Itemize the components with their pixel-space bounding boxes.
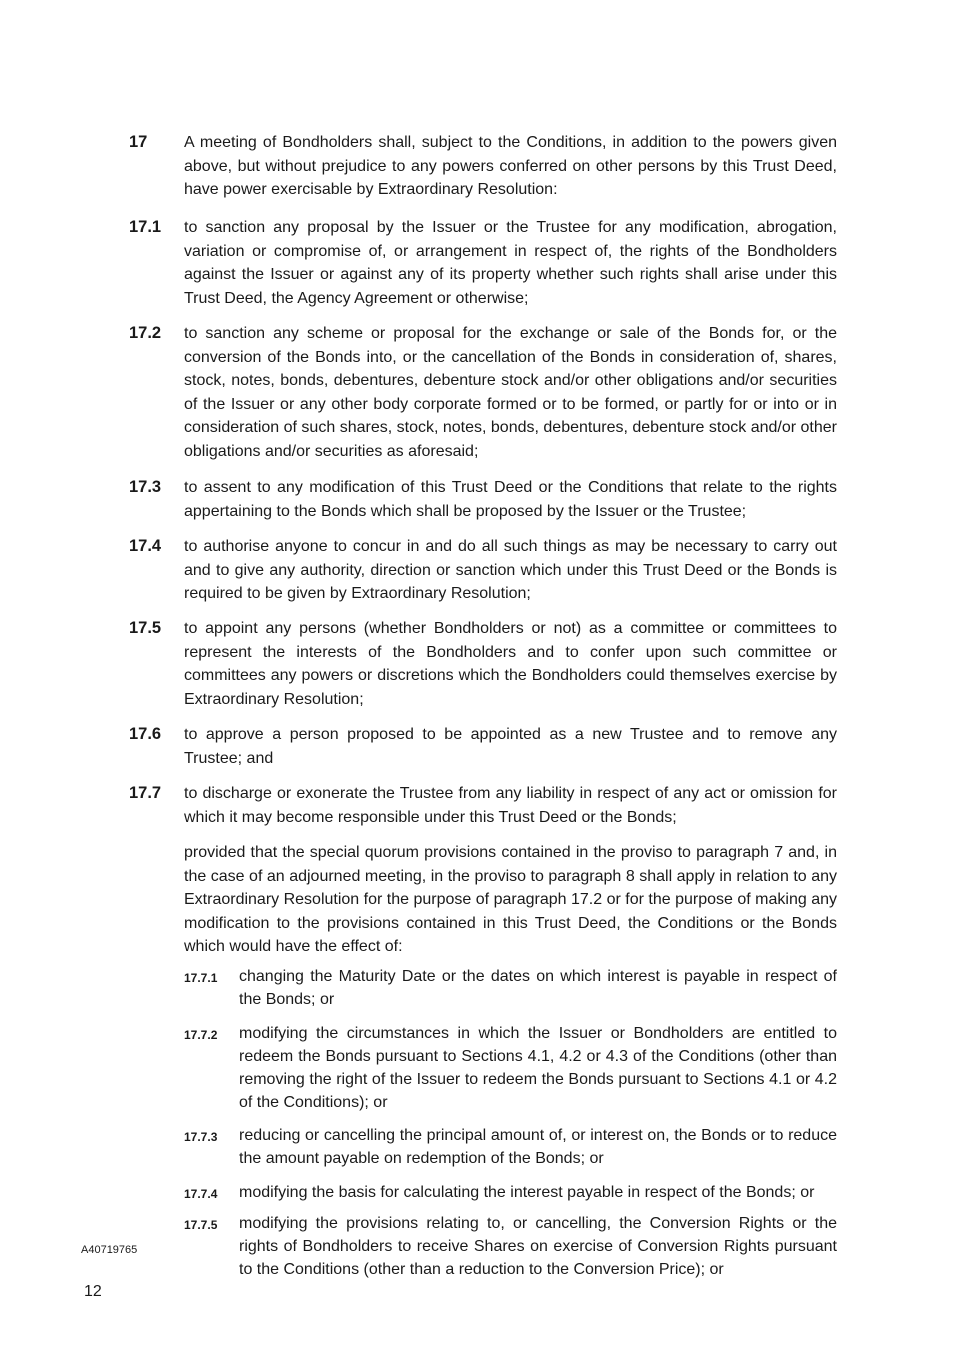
subclause-number: 17.7.5 (184, 1218, 218, 1232)
clause-number: 17.2 (129, 324, 162, 342)
subclause-number: 17.7.1 (184, 971, 218, 985)
page-number: 12 (84, 1284, 102, 1300)
clause-17-7 (129, 782, 837, 829)
clause-number: 17.4 (129, 537, 162, 555)
clause-17-2 (129, 322, 837, 463)
subclause-text: modifying the provisions relating to, or cancelling, the Conversion Rights or the rights of Bondholders to receive Shares on exercise of Conversion Rights pursuant to the Conditions (other than a reduction to the Conversion Price); or (239, 1215, 837, 1278)
subclause-number: 17.7.3 (184, 1130, 218, 1144)
clause-number: 17.5 (129, 619, 162, 637)
subclause-text: modifying the basis for calculating the interest payable in respect of the Bonds; or (239, 1184, 815, 1201)
clause-text: to approve a person proposed to be appointed as a new Trustee and to remove any Trustee; and (184, 726, 837, 767)
clause-17 (129, 131, 837, 202)
subclause-text: changing the Maturity Date or the dates on which interest is payable in respect of the Bonds; or (239, 968, 837, 1008)
clause-17-6 (129, 723, 837, 770)
subclause-17-7-4 (184, 1181, 837, 1204)
subclause-17-7-3 (184, 1124, 837, 1170)
clause-number: 17.3 (129, 478, 162, 496)
clause-text: to appoint any persons (whether Bondholders or not) as a committee or committees to represent the interests of the Bondholders and to confer upon such committee or committees any powers or discretions which the Bondholders could themselves exercise by Extraordinary Resolution; (184, 620, 837, 708)
clause-number: 17.7 (129, 784, 162, 802)
proviso-paragraph: provided that the special quorum provisions contained in the proviso to paragraph 7 and, in the case of an adjourned meeting, in the proviso to paragraph 8 shall apply in relation to any Extraordinary Resolution for the purpose of paragraph 17.2 or for the purpose of making any modification to the provisions contained in this Trust Deed, the Conditions or the Bonds which would have the effect of: (184, 844, 837, 955)
clause-17-4 (129, 535, 837, 606)
document-reference: A40719765 (81, 1244, 138, 1256)
clause-text: to sanction any scheme or proposal for the exchange or sale of the Bonds for, or the conversion of the Bonds into, or the cancellation of the Bonds in consideration of, shares, stock, notes, bonds, debentures, debenture stock and/or other obligations and/or securities of the Issuer or any other body corporate formed or to be formed, or partly for or into or in consideration of such shares, stock, notes, bonds, debentures, debenture stock and/or other obligations and/or securities as aforesaid; (184, 325, 837, 460)
clause-17-3 (129, 476, 837, 523)
subclause-17-7-5 (184, 1212, 837, 1281)
subclause-number: 17.7.4 (184, 1187, 218, 1201)
clause-text: to sanction any proposal by the Issuer or the Trustee for any modification, abrogation, variation or compromise of, or arrangement in respect of, the rights of the Bondholders against the Issuer or against any of its property whether such rights shall arise under this Trust Deed, the Agency Agreement or otherwise; (184, 219, 837, 307)
clause-text: to authorise anyone to concur in and do all such things as may be necessary to carry out and to give any authority, direction or sanction which under this Trust Deed or the Bonds is required to be given by Extraordinary Resolution; (184, 538, 837, 602)
subclause-17-7-2 (184, 1022, 837, 1114)
clause-number: 17 (129, 133, 148, 151)
subclause-17-7-1 (184, 965, 837, 1011)
clause-number: 17.1 (129, 218, 162, 236)
subclause-number: 17.7.2 (184, 1028, 218, 1042)
clause-text: to discharge or exonerate the Trustee from any liability in respect of any act or omission for which it may become responsible under this Trust Deed or the Bonds; (184, 785, 837, 826)
clause-text: to assent to any modification of this Trust Deed or the Conditions that relate to the rights appertaining to the Bonds which shall be proposed by the Issuer or the Trustee; (184, 479, 837, 520)
clause-text: A meeting of Bondholders shall, subject to the Conditions, in addition to the powers given above, but without prejudice to any powers conferred on other persons by this Trust Deed, have power exercisable by Extraordinary Resolution: (184, 134, 837, 198)
subclause-text: modifying the circumstances in which the Issuer or Bondholders are entitled to redeem the Bonds pursuant to Sections 4.1, 4.2 or 4.3 of the Conditions (other than removing the right of the Issuer to redeem the Bonds pursuant to Sections 4.1 or 4.2 of the Conditions); or (239, 1025, 837, 1111)
clause-number: 17.6 (129, 725, 162, 743)
subclause-text: reducing or cancelling the principal amount of, or interest on, the Bonds or to reduce the amount payable on redemption of the Bonds; or (239, 1127, 837, 1167)
clause-17-5 (129, 617, 837, 711)
clause-17-1 (129, 216, 837, 310)
